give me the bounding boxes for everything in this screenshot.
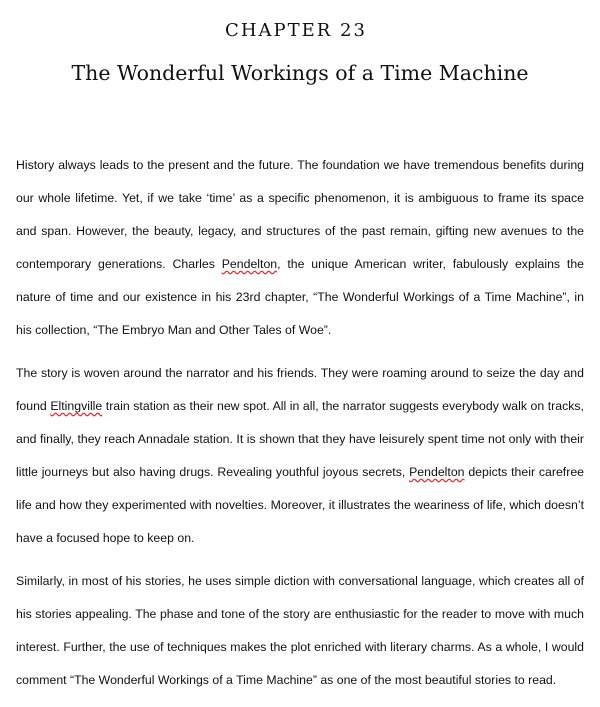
paragraph-3 bbox=[16, 565, 584, 697]
paragraph-text: Similarly, in most of his stories, he uses simple diction with conversational language, which creates all of his stories appealing. The phase and tone of the story are enthusiastic for the reader to move with much interest. Further, the use of techniques makes the plot enriched with literary charms. As a whole, I would comment “The Wonderful Workings of a Time Machine” as one of the most beautiful stories to read. bbox=[16, 574, 584, 687]
misspelled-word[interactable]: Pendelton bbox=[221, 257, 278, 271]
paragraph-1 bbox=[16, 149, 584, 347]
paragraph-text: , the unique American writer, fabulously explains the nature of time and our existence in his 23rd chapter, “The Wonderful Workings of a Time Machine”, in his collection, “The Embryo Man and Other Tales of Woe”. bbox=[16, 257, 585, 337]
chapter-label: CHAPTER 23 bbox=[225, 20, 367, 41]
paragraph-text: History always leads to the present and the future. The foundation we have tremendous benefits during our whole lifetime. Yet, if we take ‘time’ as a specific phenomenon, it is ambiguous to frame its space and span. However, the beauty, legacy, and structures of the past remain, gifting new avenues to the contemporary generations. Charles bbox=[16, 158, 584, 271]
paragraph-text: depicts their carefree life and how they experimented with novelties. Moreover, it illustrates the weariness of life, which doesn’t have a focused hope to keep on. bbox=[16, 465, 584, 545]
document-body bbox=[16, 149, 584, 707]
misspelled-word[interactable]: Eltingville bbox=[50, 399, 103, 413]
chapter-title: The Wonderful Workings of a Time Machine bbox=[71, 61, 529, 85]
paragraph-text: train station as their new spot. All in all, the narrator suggests everybody walk on tracks, and finally, they reach Annadale station. It is shown that they have leisurely spent time not only with their little journeys but also having drugs. Revealing youthful joyous secrets, bbox=[16, 399, 584, 479]
paragraph-text: The story is woven around the narrator and his friends. They were roaming around to seize the day and found bbox=[16, 366, 584, 413]
paragraph-2 bbox=[16, 357, 584, 555]
misspelled-word[interactable]: Pendelton bbox=[409, 465, 465, 479]
